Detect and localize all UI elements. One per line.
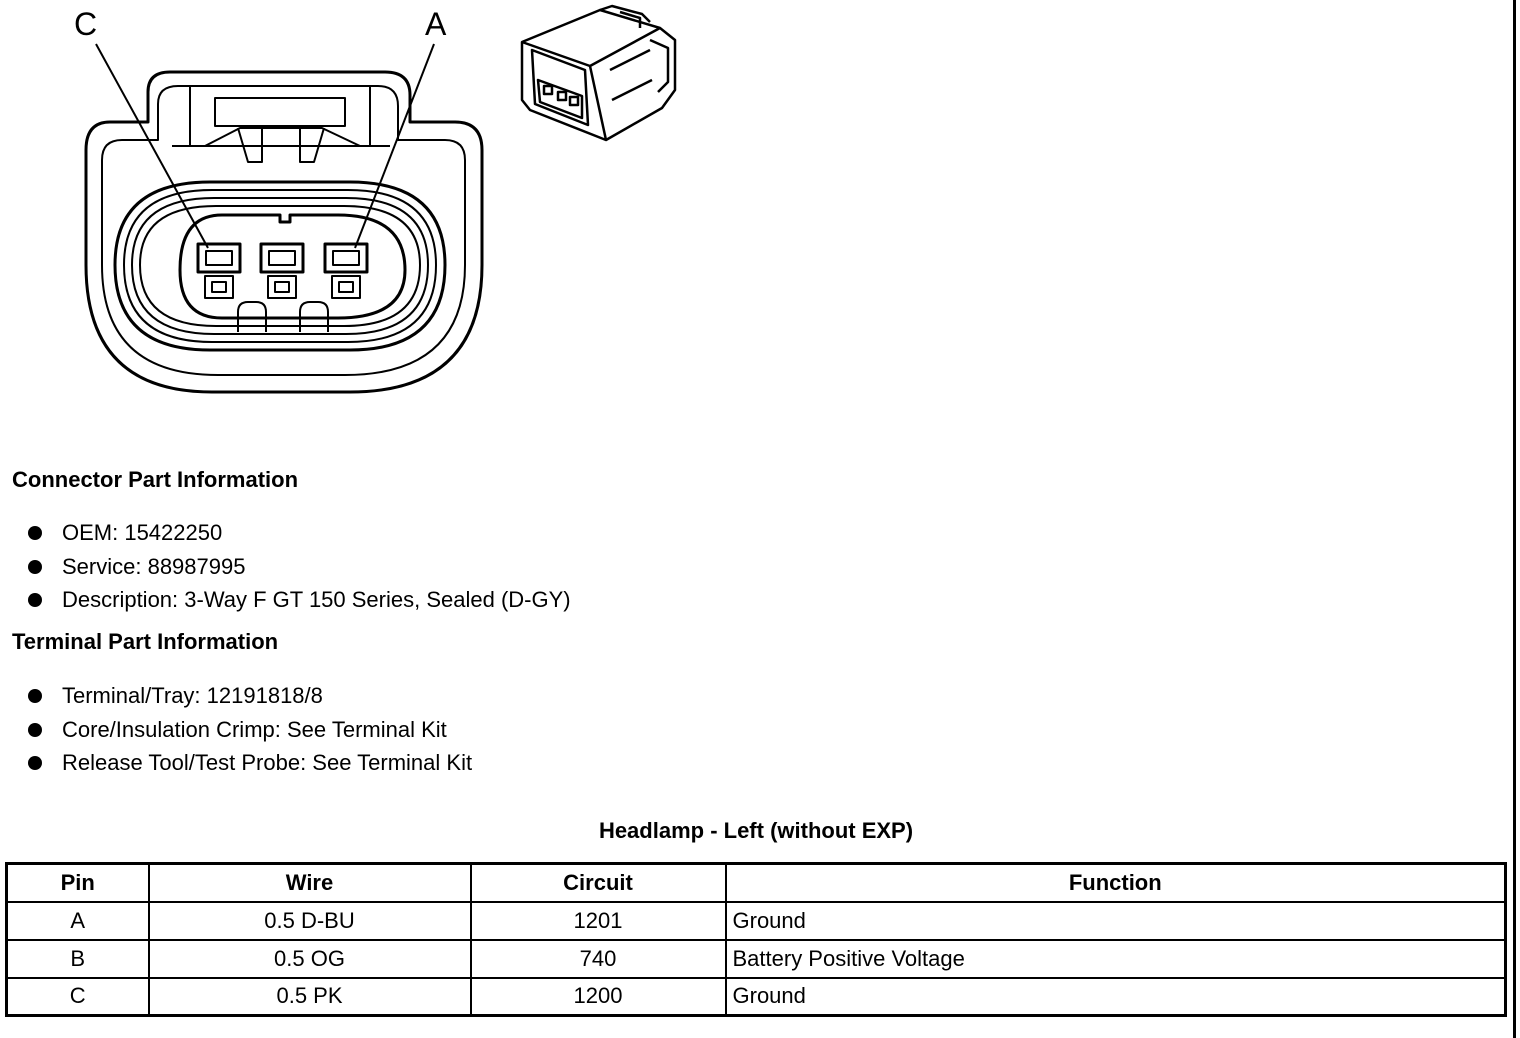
table-row: [7, 940, 1506, 978]
list-item: [28, 717, 472, 751]
circuit-cell: 1200: [471, 978, 726, 1016]
bullet-icon: [28, 689, 42, 703]
list-item: [28, 520, 571, 554]
pin-cell: C: [7, 978, 149, 1016]
list-item: [28, 587, 571, 621]
terminal-part-info-heading: Terminal Part Information: [12, 629, 279, 654]
table-row: [7, 978, 1506, 1016]
wire-cell: 0.5 D-BU: [149, 902, 471, 940]
connector-description: Description: 3-Way F GT 150 Series, Sealed (D-GY): [62, 587, 571, 612]
table-row: [7, 902, 1506, 940]
wire-cell: 0.5 OG: [149, 940, 471, 978]
column-header-function: Function: [726, 864, 1506, 902]
table-title: Headlamp - Left (without EXP): [598, 818, 914, 843]
bullet-icon: [28, 593, 42, 607]
terminal-part-info-list: [28, 683, 472, 784]
pin-a-callout: A: [425, 6, 447, 42]
list-item: [28, 683, 472, 717]
pin-cell: B: [7, 940, 149, 978]
crimp-info: Core/Insulation Crimp: See Terminal Kit: [62, 716, 447, 742]
function-cell: Ground: [726, 978, 1506, 1016]
column-header-wire: Wire: [149, 864, 471, 902]
column-header-circuit: Circuit: [471, 864, 726, 902]
pin-cell: A: [7, 902, 149, 940]
connector-part-info-list: [28, 520, 571, 621]
terminal-tray: Terminal/Tray: 12191818/8: [62, 683, 323, 708]
pin-c-callout: C: [74, 6, 98, 42]
oem-part-number: OEM: 15422250: [62, 520, 223, 545]
service-part-number: Service: 88987995: [62, 553, 246, 579]
connector-face-diagram: [60, 0, 540, 410]
connector-isometric-view: [510, 0, 690, 150]
function-cell: Battery Positive Voltage: [726, 940, 1506, 978]
table-header-row: [7, 864, 1506, 902]
connector-part-info-heading: Connector Part Information: [12, 467, 299, 492]
page-right-border: [1513, 0, 1516, 1038]
circuit-cell: 1201: [471, 902, 726, 940]
circuit-cell: 740: [471, 940, 726, 978]
release-tool-info: Release Tool/Test Probe: See Terminal Kit: [62, 750, 473, 775]
column-header-pin: Pin: [7, 864, 149, 902]
list-item: [28, 554, 571, 588]
bullet-icon: [28, 526, 42, 540]
bullet-icon: [28, 560, 42, 574]
wire-cell: 0.5 PK: [149, 978, 471, 1016]
bullet-icon: [28, 723, 42, 737]
function-cell: Ground: [726, 902, 1506, 940]
bullet-icon: [28, 756, 42, 770]
list-item: [28, 750, 472, 784]
pinout-table: [5, 862, 1507, 1017]
